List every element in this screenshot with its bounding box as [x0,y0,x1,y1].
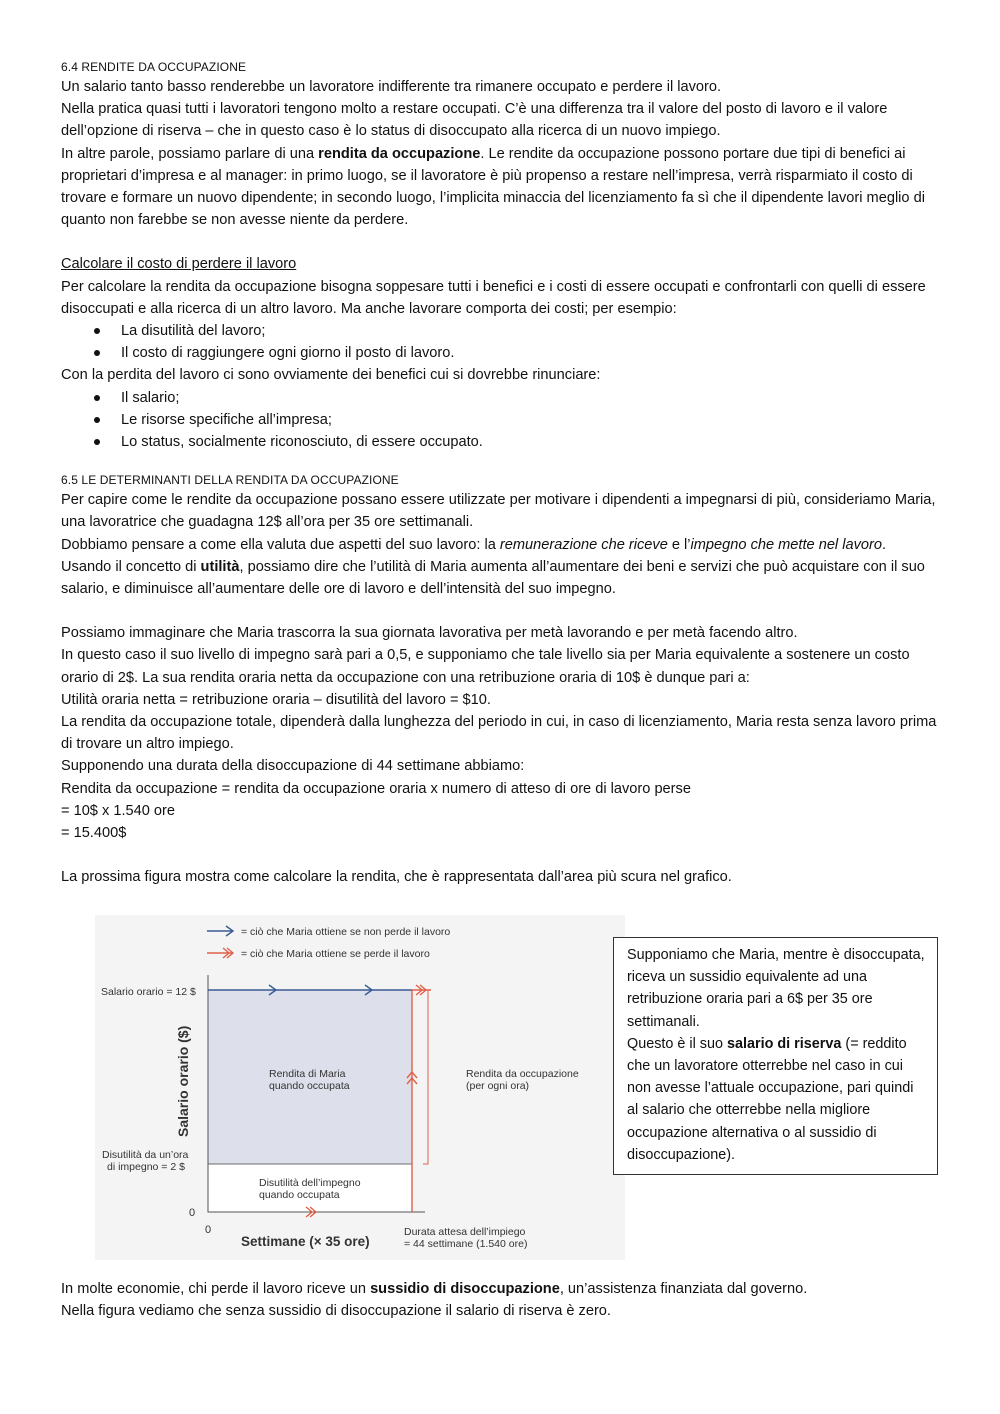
rent-area-label-2: quando occupata [269,1080,350,1092]
paragraph: Un salario tanto basso renderebbe un lavoratore indifferente tra rimanere occupato e perdere il lavoro. [61,79,722,95]
paragraph: La rendita da occupazione totale, dipenderà dalla lunghezza del periodo in cui, in caso di licenziamento, Maria resta senza lavoro prima di trovare un altro impiego. [61,714,937,753]
benefits-list [61,387,941,454]
y-axis-title: Salario orario ($) [175,1025,191,1137]
section-heading-6-4: 6.4 RENDITE DA OCCUPAZIONE [61,60,247,74]
bold-term: rendita da occupazione [318,145,481,162]
paragraph: Per capire come le rendite da occupazione possano essere utilizzate per motivare i dipendenti a impegnarsi di più, consideriamo Maria, una lavoratrice che guadagna 12$ all’ora per 35 ore settimanali. [61,492,936,531]
legend-lose-label: = ciò che Maria ottiene se perde il lavoro [241,948,430,960]
formula-line: = 15.400$ [61,825,127,842]
list-item: Lo status, socialmente riconosciuto, di essere occupato. [121,431,941,453]
disutility-area-label-1: Disutilità dell’impegno [259,1177,361,1189]
rent-per-hour-label-1: Rendita da occupazione [466,1068,579,1080]
paragraph: Supponendo una durata della disoccupazione di 44 settimane abbiamo: [61,758,525,775]
list-item: La disutilità del lavoro; [121,320,941,342]
bold-term: sussidio di disoccupazione [370,1281,560,1297]
paragraph [61,556,941,600]
duration-label-1: Durata attesa dell’impiego [404,1226,526,1238]
legend-keep [207,926,450,938]
text-run: Supponiamo che Maria, mentre è disoccupata, riceva un sussidio equivalente ad una retribuzione oraria pari a 6$ per 35 ore settimanali. [627,947,925,1030]
text-run: Usando il concetto di [61,558,201,575]
y-zero-label: 0 [189,1207,196,1219]
bold-term: salario di riserva [727,1035,842,1052]
formula-line: = 10$ x 1.540 ore [61,802,175,819]
section-heading-6-5: 6.5 LE DETERMINANTI DELLA RENDITA DA OCCUPAZIONE [61,473,399,488]
paragraph: In questo caso il suo livello di impegno sarà pari a 0,5, e supponiamo che tale livello sia per Maria equivalente a sostenere un costo orario di 2$. La sua rendita oraria netta da occupazione con una retribuzione oraria di 10$ è dunque pari a: [61,647,910,686]
paragraph: La prossima figura mostra come calcolare la rendita, che è rappresentata dall’area più scura nel grafico. [61,869,732,886]
reservation-wage-note [613,937,938,1175]
paragraph: Possiamo immaginare che Maria trascorra la sua giornata lavorativa per metà lavorando e per metà facendo altro. [61,625,798,642]
paragraph [61,534,941,556]
duration-label-2: = 44 settimane (1.540 ore) [404,1238,528,1250]
list-item: Il costo di raggiungere ogni giorno il posto di lavoro. [121,342,941,364]
figure-svg [95,915,625,1260]
text-run: Dobbiamo pensare a come ella valuta due aspetti del suo lavoro: la [61,536,500,553]
text-run: , un’assistenza finanziata dal governo. [559,1281,808,1297]
formula-line: Utilità oraria netta = retribuzione oraria – disutilità del lavoro = $10. [61,691,491,708]
list-item: Le risorse specifiche all’impresa; [121,409,941,431]
disutility-tick-label-2: di impegno = 2 $ [107,1161,185,1173]
rent-per-hour-label-2: (per ogni ora) [466,1080,530,1092]
bold-term: utilità [200,558,240,575]
employment-rent-figure [95,915,625,1260]
list-item: Il salario; [121,387,941,409]
costs-list [61,320,941,364]
paragraph [61,143,941,232]
rent-area-label-1: Rendita di Maria [269,1068,346,1080]
legend-keep-label: = ciò che Maria ottiene se non perde il lavoro [241,926,451,938]
italic-term: impegno che mette nel lavoro [690,536,882,553]
disutility-tick-label-1: Disutilità da un’ora [102,1149,189,1161]
italic-term: remunerazione che riceve [499,536,668,553]
legend-lose [207,948,430,960]
text-run: Questo è il suo [627,1035,727,1052]
formula-line: Rendita da occupazione = rendita da occupazione oraria x numero di atteso di ore di lavoro perse [61,780,691,797]
text-run: . Le rendite da occupazione possono portare due tipi di benefici ai proprietari d’impresa e al manager: in primo luogo, se il lavoratore è più propenso a restare nell’impresa, verrà risparmiato il costo di trovare e formare un nuovo dipendente; in secondo luogo, l’implicita minaccia del licenziamento fa sì che il dipendente lavori meglio di quanto non farebbe se non avesse niente da perdere. [61,145,925,229]
subsection-title: Calcolare il costo di perdere il lavoro [61,256,297,273]
x-zero-label: 0 [205,1224,212,1236]
closing-text [61,1278,941,1322]
text-run: In molte economie, chi perde il lavoro riceve un [61,1281,371,1297]
figure-row [95,915,945,1260]
text-run: e l’ [667,536,691,553]
document-page [61,58,941,889]
text-run: , possiamo dire che l’utilità di Maria aumenta all’aumentare dei beni e servizi che può acquistare con il suo salario, e diminuisce all’aumentare delle ore di lavoro e dell’intensità del suo impegno. [61,558,925,598]
paragraph: Nella pratica quasi tutti i lavoratori tengono molto a restare occupati. C’è una differenza tra il valore del posto di lavoro e il valore dell’opzione di riserva – che in questo caso è lo status di disoccupato alla ricerca di un nuovo impiego. [61,101,888,140]
disutility-area-label-2: quando occupata [259,1189,340,1201]
text-run: In altre parole, possiamo parlare di una [61,145,319,162]
paragraph: Con la perdita del lavoro ci sono ovviamente dei benefici cui si dovrebbe rinunciare: [61,367,601,384]
paragraph: Nella figura vediamo che senza sussidio di disoccupazione il salario di riserva è zero. [61,1303,611,1320]
text-run: . [881,536,887,553]
text-run: (= reddito che un lavoratore otterrebbe nel caso in cui non avesse l’attuale occupazione, pari quindi al salario che otterrebbe nella migliore occupazione alternativa o al sussidio di disoccupazione). [627,1035,914,1163]
x-axis-title: Settimane (× 35 ore) [241,1234,370,1249]
paragraph: Per calcolare la rendita da occupazione bisogna soppesare tutti i benefici e i costi di essere occupati e confrontarli con quelli di essere disoccupati e alla ricerca di un altro lavoro. Ma anche lavorare comporta dei costi; per esempio: [61,278,926,317]
paragraph [61,1278,941,1300]
wage-tick-label: Salario orario = 12 $ [101,986,196,998]
